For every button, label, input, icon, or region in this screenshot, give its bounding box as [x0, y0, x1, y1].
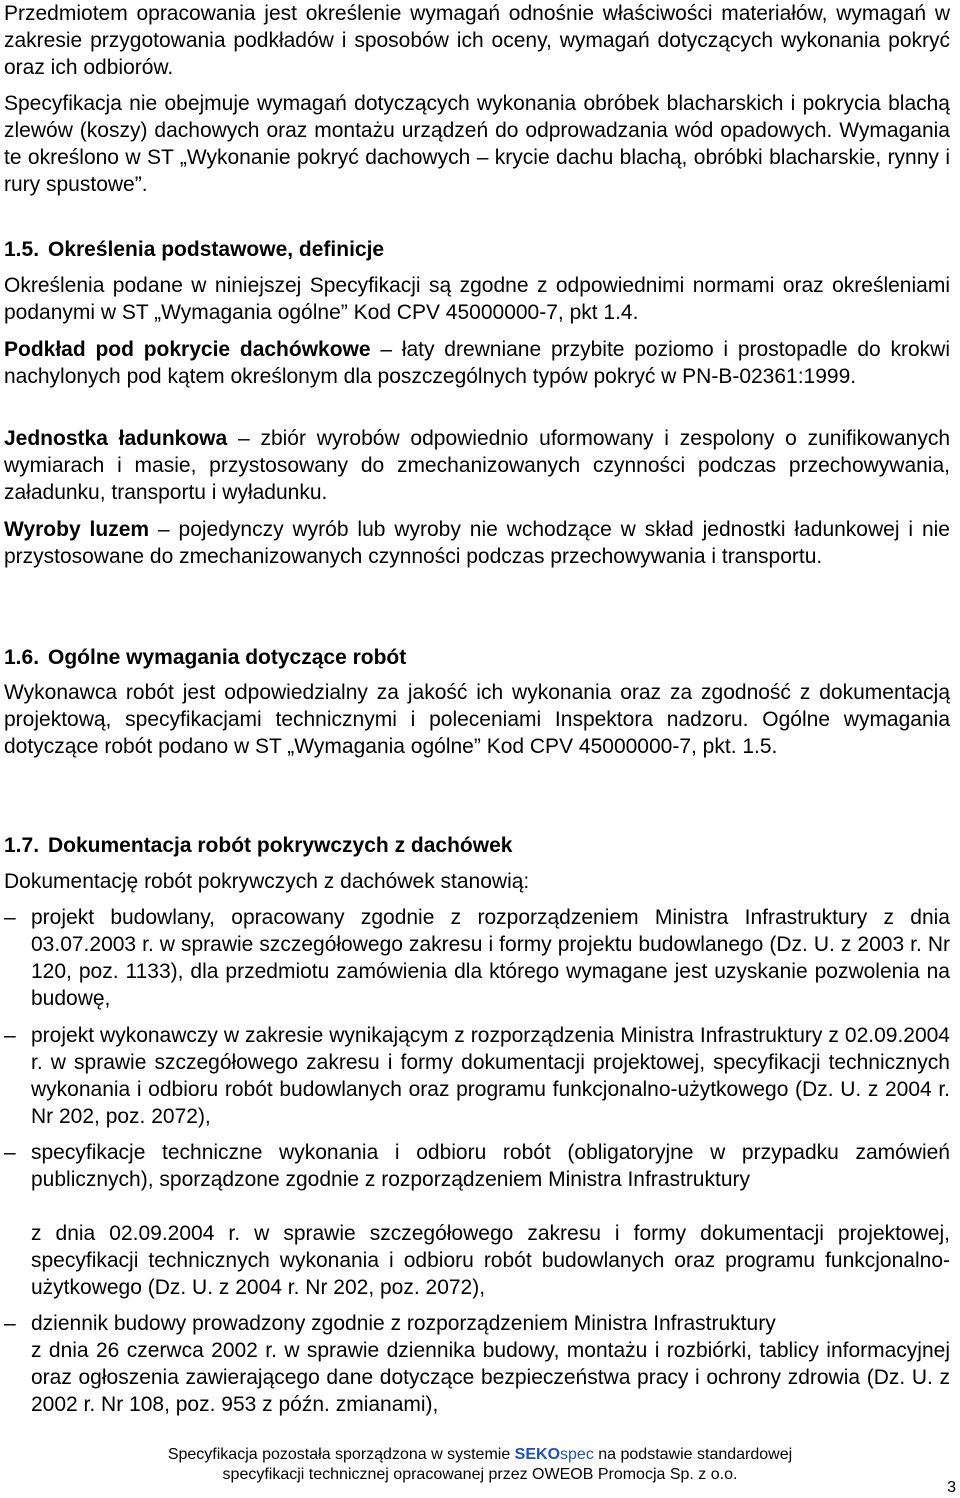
footer-line-2: specyfikacji technicznej opracowanej przez OWEOB Promocja Sp. z o.o.	[222, 1466, 738, 1483]
section-number: 1.6.	[4, 646, 40, 669]
dash-bullet: –	[4, 1024, 16, 1047]
definition-term: Jednostka ładunkowa	[4, 427, 228, 450]
paragraph-general-requirements: Wykonawca robót jest odpowiedzialny za jakość ich wykonania oraz za zgodność z dokumentacją projektową, specyfikacjami technicznymi i poleceniami Inspektora nadzoru. Ogólne wymagania dotyczące robót podano w ST „Wymagania ogólne” Kod CPV 45000000-7, pkt. 1.5.	[4, 681, 950, 758]
list-item-text: dziennik budowy prowadzony zgodnie z rozporządzeniem Ministra Infrastruktury	[31, 1312, 776, 1335]
section-title: Określenia podstawowe, definicje	[48, 238, 385, 261]
section-number: 1.5.	[4, 238, 40, 261]
list-item-text-continued: z dnia 26 czerwca 2002 r. w sprawie dziennika budowy, montażu i rozbiórki, tablicy informacyjnej oraz ogłoszenia zawierającego dane dotyczące bezpieczeństwa pracy i ochrony zdrowia (Dz. U. z 2002 r. Nr 108, poz. 953 z późn. zmianami),	[31, 1339, 950, 1416]
definition-text: – łaty drewniane przybite poziomo i prostopadle do krokwi nachylonych pod kątem określonym dla poszczególnych typów pokryć w PN-B-02361:1999.	[4, 338, 950, 388]
section-title: Dokumentacja robót pokrywczych z dachówek	[48, 834, 513, 857]
definition-text: – pojedynczy wyrób lub wyroby nie wchodzące w skład jednostki ładunkowej i nie przystosowane do zmechanizowanych czynności podczas przechowywania i transportu.	[4, 518, 950, 568]
dash-bullet: –	[4, 1141, 16, 1164]
paragraph-definitions-intro: Określenia podane w niniejszej Specyfikacji są zgodne z odpowiednimi normami oraz określeniami podanymi w ST „Wymagania ogólne” Kod CPV 45000000-7, pkt 1.4.	[4, 274, 950, 324]
definition-term: Wyroby luzem	[4, 518, 150, 541]
footer-text: Specyfikacja pozostała sporządzona w systemie	[167, 1446, 515, 1463]
section-heading-1-7	[4, 832, 512, 859]
list-item-text-continued: z dnia 02.09.2004 r. w sprawie szczegółowego zakresu i formy dokumentacji projektowej, specyfikacji technicznych wykonania i odbioru robót budowlanych oraz programu funkcjonalno-użytkowego (Dz. U. z 2004 r. Nr 202, poz. 2072),	[31, 1222, 950, 1299]
footer-text: na podstawie standardowej	[593, 1446, 793, 1463]
brand-spec: spec	[560, 1446, 594, 1463]
section-heading-1-5	[4, 236, 384, 263]
section-title: Ogólne wymagania dotyczące robót	[48, 646, 407, 669]
list-item-text: specyfikacje techniczne wykonania i odbioru robót (obligatoryjne w przypadku zamówień publicznych), sporządzone zgodnie z rozporządzeniem Ministra Infrastruktury	[31, 1141, 950, 1191]
list-item-text: projekt budowlany, opracowany zgodnie z rozporządzeniem Ministra Infrastruktury z dnia 03.07.2003 r. w sprawie szczegółowego zakresu i formy projektu budowlanego (Dz. U. z 2003 r. Nr 120, poz. 1133), dla przedmiotu zamówienia dla którego wymagane jest uzyskanie pozwolenia na budowę,	[31, 906, 950, 1010]
dash-bullet: –	[4, 906, 16, 929]
definition-wyroby-luzem	[4, 516, 950, 570]
definition-text: – zbiór wyrobów odpowiednio uformowany i zespolony o zunifikowanych wymiarach i masie, przystosowany do zmechanizowanych czynności podczas przechowywania, załadunku, transportu i wyładunku.	[4, 427, 950, 504]
brand-seko: SEKO	[514, 1446, 561, 1463]
definition-podklad	[4, 336, 950, 390]
dash-bullet: –	[4, 1312, 16, 1335]
section-number: 1.7.	[4, 834, 40, 857]
paragraph-scope: Przedmiotem opracowania jest określenie wymagań odnośnie właściwości materiałów, wymagań w zakresie przygotowania podkładów i sposobów ich oceny, wymagań dotyczących wykonania pokryć oraz ich odbiorów.	[4, 2, 950, 79]
definition-term: Podkład pod pokrycie dachówkowe	[4, 338, 371, 361]
page-number: 3	[947, 1479, 956, 1496]
definition-jednostka	[4, 425, 950, 506]
paragraph-exclusions: Specyfikacja nie obejmuje wymagań dotyczących wykonania obróbek blacharskich i pokrycia blachą zlewów (koszy) dachowych oraz montażu urządzeń do odprowadzania wód opadowych. Wymagania te określono w ST „Wykonanie pokryć dachowych – krycie dachu blachą, obróbki blacharskie, rynny i rury spustowe”.	[4, 92, 950, 196]
paragraph-documentation-intro: Dokumentację robót pokrywczych z dachówek stanowią:	[4, 870, 530, 893]
section-heading-1-6	[4, 644, 406, 671]
list-item-text: projekt wykonawczy w zakresie wynikającym z rozporządzenia Ministra Infrastruktury z 02.09.2004 r. w sprawie szczegółowego zakresu i formy dokumentacji projektowej, specyfikacji technicznych wykonania i odbioru robót budowlanych oraz programu funkcjonalno-użytkowego (Dz. U. z 2004 r. Nr 202, poz. 2072),	[31, 1024, 950, 1128]
footer-line-1	[0, 1445, 960, 1464]
